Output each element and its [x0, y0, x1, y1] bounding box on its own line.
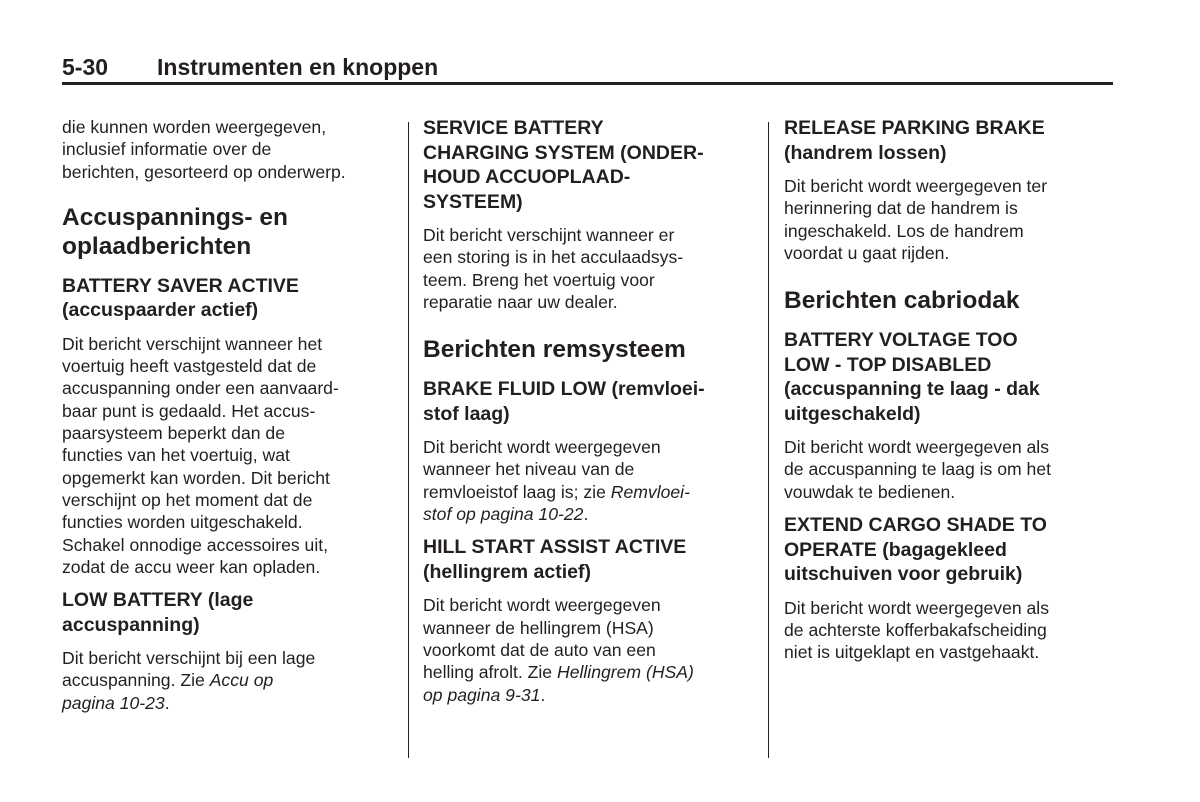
heading-line: HILL START ASSIST ACTIVE: [423, 536, 687, 559]
text-line: die kunnen worden weergegeven,: [62, 117, 327, 137]
text-line: Dit bericht verschijnt wanneer het: [62, 333, 323, 354]
page-reference-link[interactable]: stof op pagina 10-22: [423, 504, 584, 525]
header-rule: [62, 82, 1113, 85]
text-line: [62, 692, 397, 714]
heading-line: CHARGING SYSTEM (ONDER-: [423, 141, 704, 164]
heading-line: BATTERY VOLTAGE TOO: [784, 329, 1018, 352]
message-description: [423, 594, 758, 705]
text-line: voertuig heeft vastgesteld dat de: [62, 356, 317, 377]
text-line: Dit bericht wordt weergegeven als: [784, 437, 1050, 458]
text-line: de accuspanning te laag is om het: [784, 459, 1052, 480]
heading-line: (accuspaarder actief): [62, 299, 259, 322]
heading-line: (accuspanning te laag - dak: [784, 378, 1040, 401]
text-line: Dit bericht verschijnt bij een lage: [62, 648, 316, 669]
text-line: verschijnt op het moment dat de: [62, 489, 313, 510]
text-line: niet is uitgeklapt en vastgehaakt.: [784, 642, 1040, 663]
heading-line: uitgeschakeld): [784, 402, 921, 425]
message-description: [784, 436, 1119, 503]
text-line: [423, 481, 758, 503]
text-span: accuspanning. Zie: [62, 670, 210, 691]
message-heading: [784, 116, 1119, 165]
heading-line: BRAKE FLUID LOW (remvloei-: [423, 378, 705, 401]
text-line: paarsysteem beperkt dan de: [62, 423, 285, 444]
heading-line: uitschuiven voor gebruik): [784, 563, 1023, 586]
text-line: ingeschakeld. Los de handrem: [784, 220, 1024, 241]
heading-line: Accuspannings- en: [62, 203, 288, 231]
message-description: [423, 436, 758, 525]
column-3: [784, 116, 1119, 663]
heading-line: Berichten cabriodak: [784, 287, 1020, 315]
page-reference-link[interactable]: pagina 10-23: [62, 692, 165, 713]
message-description: [423, 224, 758, 313]
text-line: herinnering dat de handrem is: [784, 198, 1018, 219]
text-line: voordat u gaat rijden.: [784, 242, 950, 263]
text-span: .: [164, 692, 170, 713]
message-heading: [62, 588, 397, 637]
text-line: voorkomt dat de auto van een: [423, 639, 656, 660]
column-1: [62, 116, 397, 714]
text-line: vouwdak te bedienen.: [784, 481, 956, 502]
section-heading: [62, 203, 397, 261]
message-description: [62, 333, 397, 578]
message-heading: [423, 535, 758, 584]
text-span: remvloeistof laag is; zie: [423, 481, 611, 502]
page-reference-link[interactable]: Accu op: [209, 670, 274, 691]
heading-line: LOW - TOP DISABLED: [784, 353, 992, 376]
text-line: Dit bericht wordt weergegeven als: [784, 597, 1050, 618]
heading-line: (handrem lossen): [784, 141, 947, 164]
heading-line: OPERATE (bagagekleed: [784, 538, 1007, 561]
page-header: [62, 52, 1113, 88]
page-reference-link[interactable]: Hellingrem (HSA): [556, 662, 694, 683]
column-divider: [768, 122, 769, 758]
heading-line: BATTERY SAVER ACTIVE: [62, 274, 299, 297]
text-line: een storing is in het acculaadsys-: [423, 247, 684, 268]
message-heading: [423, 377, 758, 426]
section-heading: [423, 335, 758, 364]
text-line: berichten, gesorteerd op onderwerp.: [62, 161, 346, 182]
section-heading: [784, 286, 1119, 315]
column-divider: [408, 122, 409, 758]
text-line: functies van het voertuig, wat: [62, 445, 290, 466]
heading-line: SERVICE BATTERY: [423, 117, 604, 139]
text-line: opgemerkt kan worden. Dit bericht: [62, 467, 330, 488]
text-line: Dit bericht verschijnt wanneer er: [423, 225, 675, 245]
heading-line: stof laag): [423, 402, 510, 425]
intro-paragraph: [62, 116, 397, 183]
heading-line: oplaadberichten: [62, 232, 252, 260]
heading-line: Berichten remsysteem: [423, 336, 686, 364]
text-span: .: [583, 504, 589, 525]
text-line: Dit bericht wordt weergegeven: [423, 437, 661, 458]
heading-line: RELEASE PARKING BRAKE: [784, 117, 1045, 139]
heading-line: LOW BATTERY (lage: [62, 589, 254, 612]
page-reference-link[interactable]: Remvloei-: [610, 481, 690, 502]
page-number: 5-30: [62, 54, 109, 80]
text-line: Dit bericht wordt weergegeven: [423, 595, 661, 616]
heading-line: (hellingrem actief): [423, 560, 591, 583]
text-line: wanneer de hellingrem (HSA): [423, 617, 654, 638]
text-line: [423, 661, 758, 683]
heading-line: EXTEND CARGO SHADE TO: [784, 514, 1047, 537]
heading-line: accuspanning): [62, 613, 200, 636]
column-2: [423, 116, 758, 706]
chapter-title: Instrumenten en knoppen: [157, 54, 439, 80]
text-line: Schakel onnodige accessoires uit,: [62, 534, 329, 555]
text-line: inclusief informatie over de: [62, 139, 272, 160]
message-heading: [62, 274, 397, 323]
message-description: [784, 175, 1119, 264]
text-span: .: [540, 684, 546, 705]
message-description: [784, 597, 1119, 664]
text-line: [423, 684, 758, 706]
text-line: functies worden uitgeschakeld.: [62, 512, 303, 533]
text-line: [62, 669, 397, 691]
heading-line: HOUD ACCUOPLAAD-: [423, 166, 631, 188]
text-line: Dit bericht wordt weergegeven ter: [784, 176, 1048, 196]
message-heading: [784, 328, 1119, 426]
text-line: wanneer het niveau van de: [423, 459, 635, 480]
text-line: accuspanning onder een aanvaard-: [62, 378, 339, 399]
text-line: teem. Breng het voertuig voor: [423, 269, 655, 290]
text-line: zodat de accu weer kan opladen.: [62, 556, 321, 577]
text-span: helling afrolt. Zie: [423, 662, 557, 683]
text-line: [423, 503, 758, 525]
text-line: de achterste kofferbakafscheiding: [784, 619, 1047, 640]
text-line: reparatie naar uw dealer.: [423, 291, 618, 312]
heading-line: SYSTEEM): [423, 190, 523, 213]
text-line: baar punt is gedaald. Het accus-: [62, 400, 316, 421]
message-description: [62, 647, 397, 714]
message-heading: [784, 513, 1119, 587]
page-reference-link[interactable]: op pagina 9-31: [423, 684, 541, 705]
message-heading: [423, 116, 758, 214]
